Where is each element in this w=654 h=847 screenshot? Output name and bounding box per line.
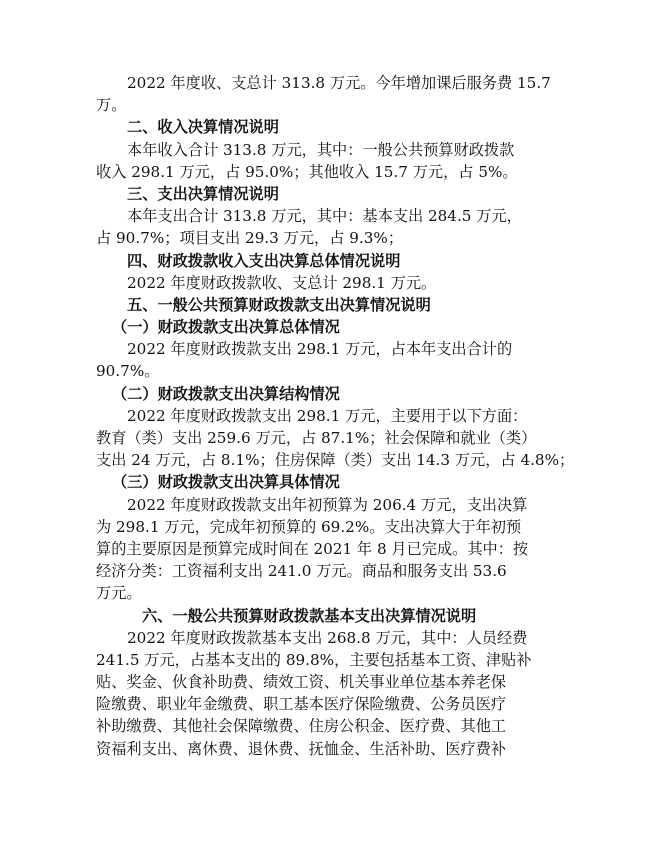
section-heading-basic-expenditure: 六、一般公共预算财政拨款基本支出决算情况说明 bbox=[142, 606, 477, 625]
paragraph-line: 2022 年度财政拨款支出 298.1 万元，主要用于以下方面： bbox=[127, 406, 528, 425]
paragraph-line: 支出 24 万元，占 8.1%；住房保障（类）支出 14.3 万元，占 4.8%； bbox=[96, 451, 575, 470]
paragraph-line: 2022 年度收、支总计 313.8 万元。今年增加课后服务费 15.7 bbox=[127, 74, 551, 92]
paragraph-line: 占 90.7%；项目支出 29.3 万元，占 9.3%； bbox=[96, 229, 404, 248]
paragraph-line: 本年收入合计 313.8 万元，其中：一般公共预算财政拨款 bbox=[127, 140, 515, 159]
paragraph-line: 2022 年度财政拨款支出年初预算为 206.4 万元，支出决算 bbox=[127, 495, 528, 514]
paragraph-line: 241.5 万元，占基本支出的 89.8%，主要包括基本工资、津贴补 bbox=[96, 650, 532, 669]
paragraph-line: 教育（类）支出 259.6 万元，占 87.1%；社会保障和就业（类） bbox=[96, 429, 537, 447]
subsection-heading-structure: （二）财政拨款支出决算结构情况 bbox=[112, 384, 340, 403]
paragraph-line: 万。 bbox=[96, 96, 127, 115]
subsection-heading-overall: （一）财政拨款支出决算总体情况 bbox=[112, 318, 340, 337]
paragraph-line: 收入 298.1 万元，占 95.0%；其他收入 15.7 万元，占 5%。 bbox=[96, 162, 518, 181]
paragraph-line: 险缴费、职业年金缴费、职工基本医疗保险缴费、公务员医疗 bbox=[96, 695, 507, 714]
paragraph-line: 2022 年度财政拨款基本支出 268.8 万元，其中：人员经费 bbox=[127, 628, 528, 647]
paragraph-line: 2022 年度财政拨款收、支总计 298.1 万元。 bbox=[127, 273, 437, 292]
section-heading-appropriation-overall: 四、财政拨款收入支出决算总体情况说明 bbox=[127, 251, 401, 270]
section-heading-income: 二、收入决算情况说明 bbox=[127, 118, 279, 137]
subsection-heading-details: （三）财政拨款支出决算具体情况 bbox=[112, 473, 340, 492]
paragraph-line: 90.7%。 bbox=[96, 362, 160, 381]
paragraph-line: 补助缴费、其他社会保障缴费、住房公积金、医疗费、其他工 bbox=[96, 717, 507, 736]
paragraph-line: 算的主要原因是预算完成时间在 2021 年 8 月已完成。其中：按 bbox=[96, 539, 529, 558]
paragraph-line: 2022 年度财政拨款支出 298.1 万元，占本年支出合计的 bbox=[127, 340, 513, 359]
document-body bbox=[96, 72, 575, 760]
paragraph-line: 经济分类：工资福利支出 241.0 万元。商品和服务支出 53.6 bbox=[96, 562, 507, 581]
section-heading-expenditure: 三、支出决算情况说明 bbox=[127, 184, 279, 203]
paragraph-line: 本年支出合计 313.8 万元，其中：基本支出 284.5 万元， bbox=[127, 207, 522, 226]
paragraph-line: 万元。 bbox=[96, 584, 142, 603]
section-heading-general-budget: 五、一般公共预算财政拨款支出决算情况说明 bbox=[127, 295, 431, 314]
paragraph-line: 资福利支出、离休费、退休费、抚恤金、生活补助、医疗费补 bbox=[96, 739, 507, 758]
paragraph-line: 为 298.1 万元，完成年初预算的 69.2%。支出决算大于年初预 bbox=[96, 517, 522, 536]
paragraph-line: 贴、奖金、伙食补助费、绩效工资、机关事业单位基本养老保 bbox=[96, 673, 507, 692]
